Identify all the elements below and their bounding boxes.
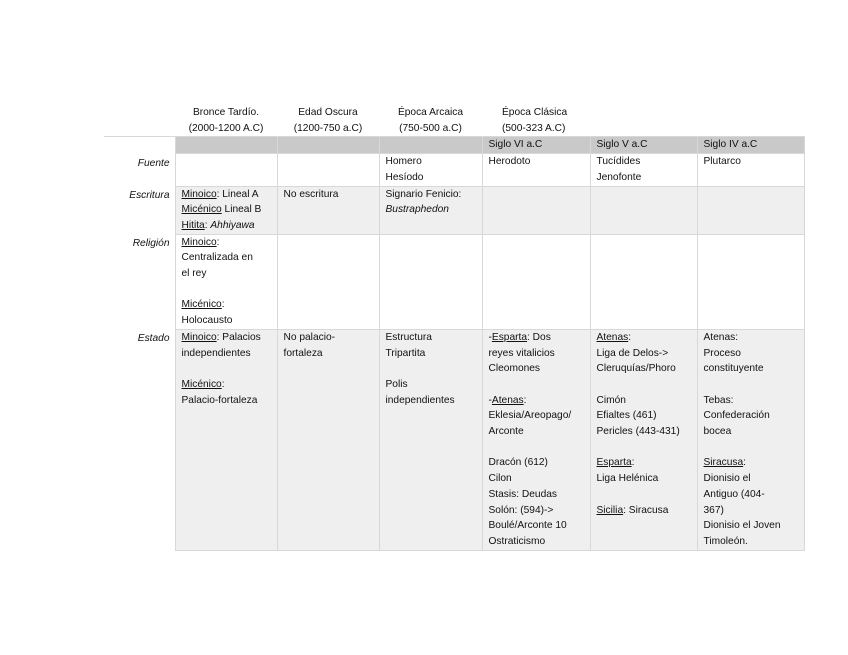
escritura-oscura: No escritura [277,186,379,234]
header-arcaica: Época Arcaica (750-500 a.C) [397,107,464,134]
row-label-escritura: Escritura [129,190,170,202]
estado-bronce: Minoico: Palacios independientes Micénico: Palacio-fortaleza [175,329,277,550]
fuente-arcaica: Homero Hesíodo [379,154,482,186]
row-label-religion: Religión [132,238,170,250]
escritura-arcaica: Signario Fenicio: Bustraphedon [379,186,482,234]
history-table [104,105,805,551]
estado-oscura: No palacio- fortaleza [277,329,379,550]
header-oscura: Edad Oscura (1200-750 a.C) [293,107,363,134]
fuente-row [104,154,804,186]
escritura-row [104,186,804,234]
subheader-row [104,137,804,154]
estado-row [104,329,804,550]
fuente-s4: Plutarco [697,154,804,186]
religion-row [104,234,804,329]
fuente-s5: Tucídides Jenofonte [590,154,697,186]
religion-bronce: Minoico: Centralizada en el rey Micénico: Holocausto [175,234,277,329]
estado-s6: -Esparta: Dos reyes vitalicios Cleomones -Atenas: Eklesia/Areopago/ Arconte Dracón (612) Cilon Stasis: Deudas Solón: (594)-> Boulé/Arconte 10 Ostraticismo [482,329,590,550]
siglo-v: Siglo V a.C [590,137,697,154]
escritura-bronce: Minoico: Lineal A Micénico Lineal B Hitita: Ahhiyawa [175,186,277,234]
row-label-fuente: Fuente [137,157,170,169]
estado-s5: Atenas: Liga de Delos-> Cleruquías/Phoro Cimón Efialtes (461) Pericles (443-431) Esparta: Liga Helénica Sicilia: Siracusa [590,329,697,550]
row-label-estado: Estado [137,333,170,345]
header-bronce: Bronce Tardío. (2000-1200 A.C) [188,107,264,134]
header-row [104,105,804,137]
header-clasica: Época Clásica (500-323 A.C) [502,107,568,134]
siglo-vi: Siglo VI a.C [482,137,590,154]
fuente-s6: Herodoto [482,154,590,186]
estado-arcaica: Estructura Tripartita Polis independientes [379,329,482,550]
estado-s4: Atenas: Proceso constituyente Tebas: Confederación bocea Siracusa: Dionisio el Antiguo (404- 367) Dionisio el Joven Timoleón. [697,329,804,550]
siglo-iv: Siglo IV a.C [697,137,804,154]
